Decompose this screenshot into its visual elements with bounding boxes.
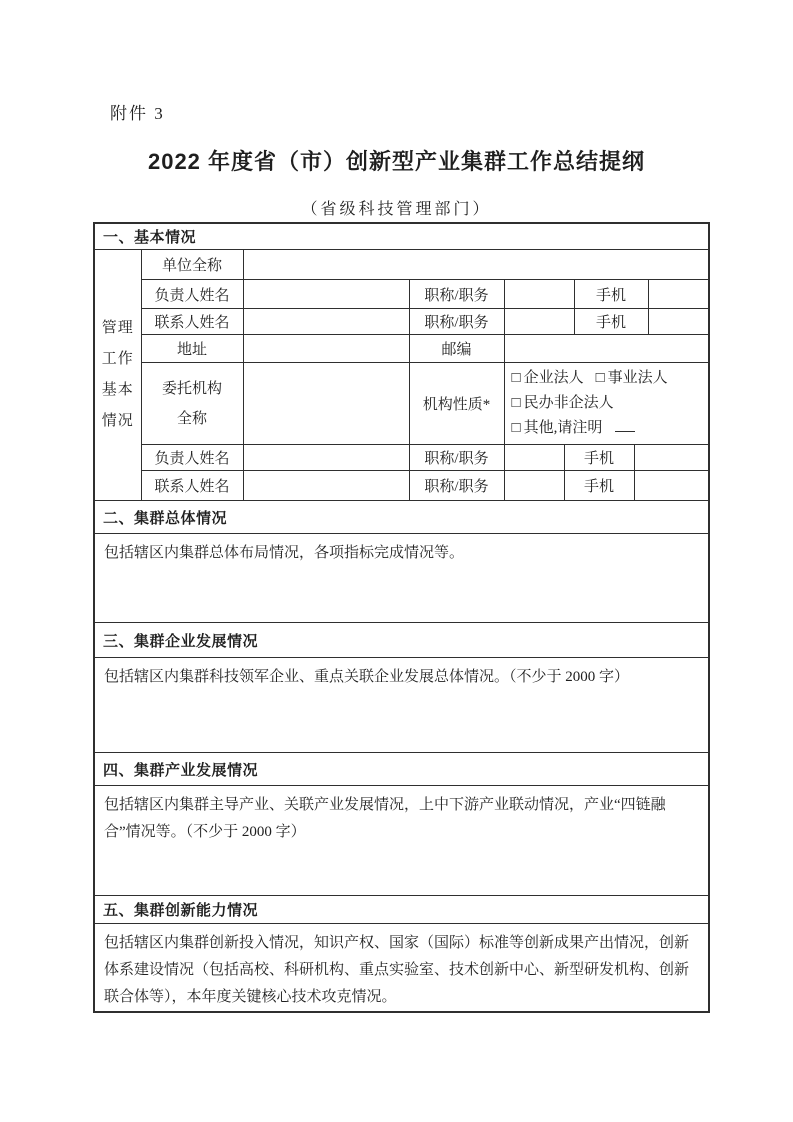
head-mobile-input[interactable] bbox=[648, 280, 709, 309]
entrusted-head-name-label: 负责人姓名 bbox=[141, 445, 243, 471]
postal-code-label: 邮编 bbox=[409, 335, 504, 363]
side-label-line: 基本 bbox=[101, 382, 134, 398]
entrusted-contact-name-label: 联系人姓名 bbox=[141, 471, 243, 501]
head-title-label: 职称/职务 bbox=[409, 280, 504, 309]
unit-name-input[interactable] bbox=[243, 250, 709, 280]
section-3-content[interactable]: 包括辖区内集群科技领军企业、重点关联企业发展总体情况。（不少于 2000 字） bbox=[94, 658, 709, 753]
head-mobile-label: 手机 bbox=[574, 280, 648, 309]
entrusted-contact-title-input[interactable] bbox=[504, 471, 564, 501]
entrusted-head-mobile-label: 手机 bbox=[564, 445, 634, 471]
org-nature-label: 机构性质* bbox=[409, 363, 504, 445]
doc-subtitle: （省级科技管理部门） bbox=[301, 201, 492, 218]
attachment-label: 附件 3 bbox=[110, 104, 165, 123]
entrusted-head-title-label: 职称/职务 bbox=[409, 445, 504, 471]
checkbox-option-label: 民办非企法人 bbox=[523, 395, 614, 411]
checkbox-option-other[interactable] bbox=[512, 420, 603, 436]
contact-name-label: 联系人姓名 bbox=[141, 309, 243, 335]
entrusted-head-title-input[interactable] bbox=[504, 445, 564, 471]
side-label-management-basic-info bbox=[94, 250, 141, 501]
section-4-title: 四、集群产业发展情况 bbox=[94, 753, 709, 786]
entrusted-org-label-line: 全称 bbox=[176, 410, 207, 427]
checkbox-option-label: 事业法人 bbox=[607, 370, 668, 386]
section-2-content[interactable]: 包括辖区内集群总体布局情况，各项指标完成情况等。 bbox=[94, 534, 709, 623]
entrusted-contact-mobile-input[interactable] bbox=[634, 471, 709, 501]
head-name-input[interactable] bbox=[243, 280, 409, 309]
section-3-title: 三、集群企业发展情况 bbox=[94, 623, 709, 658]
checkbox-option-label: 企业法人 bbox=[523, 370, 584, 386]
contact-title-input[interactable] bbox=[504, 309, 574, 335]
contact-mobile-label: 手机 bbox=[574, 309, 648, 335]
postal-code-input[interactable] bbox=[504, 335, 709, 363]
contact-mobile-input[interactable] bbox=[648, 309, 709, 335]
unit-name-label: 单位全称 bbox=[141, 250, 243, 280]
entrusted-contact-title-label: 职称/职务 bbox=[409, 471, 504, 501]
entrusted-head-name-input[interactable] bbox=[243, 445, 409, 471]
entrusted-contact-name-input[interactable] bbox=[243, 471, 409, 501]
section-5-content[interactable]: 包括辖区内集群创新投入情况，知识产权、国家（国际）标准等创新成果产出情况，创新体系建设情况（包括高校、科研机构、重点实验室、技术创新中心、新型研发机构、创新联合体等），本年度关键核心技术攻克情况。 bbox=[94, 924, 709, 1013]
address-input[interactable] bbox=[243, 335, 409, 363]
side-label-line: 工作 bbox=[101, 351, 134, 367]
section-5-title: 五、集群创新能力情况 bbox=[94, 896, 709, 924]
entrusted-contact-mobile-label: 手机 bbox=[564, 471, 634, 501]
head-title-input[interactable] bbox=[504, 280, 574, 309]
checkbox-option-private-non-enterprise[interactable] bbox=[512, 395, 614, 411]
head-name-label: 负责人姓名 bbox=[141, 280, 243, 309]
entrusted-org-label-line: 委托机构 bbox=[161, 380, 222, 397]
checkbox-icon: □ bbox=[511, 370, 521, 386]
side-label-line: 管理 bbox=[101, 320, 134, 336]
checkbox-option-enterprise-legal-person[interactable] bbox=[512, 370, 584, 386]
checkbox-icon: □ bbox=[511, 395, 521, 411]
checkbox-icon: □ bbox=[511, 420, 521, 436]
entrusted-head-mobile-input[interactable] bbox=[634, 445, 709, 471]
checkbox-option-label: 其他,请注明 bbox=[523, 420, 603, 436]
address-label: 地址 bbox=[141, 335, 243, 363]
contact-title-label: 职称/职务 bbox=[409, 309, 504, 335]
section-4-content[interactable]: 包括辖区内集群主导产业、关联产业发展情况，上中下游产业联动情况，产业“四链融合”情况等。（不少于 2000 字） bbox=[94, 786, 709, 896]
fill-in-blank-line[interactable] bbox=[615, 419, 635, 432]
section-2-title: 二、集群总体情况 bbox=[94, 501, 709, 534]
contact-name-input[interactable] bbox=[243, 309, 409, 335]
side-label-line: 情况 bbox=[101, 413, 134, 429]
section-1-title: 一、基本情况 bbox=[94, 223, 709, 250]
entrusted-org-label bbox=[141, 363, 243, 445]
checkbox-icon: □ bbox=[595, 370, 605, 386]
entrusted-org-input[interactable] bbox=[243, 363, 409, 445]
checkbox-option-public-institution-legal-person[interactable] bbox=[596, 370, 668, 386]
org-nature-options bbox=[504, 363, 709, 445]
summary-outline-form bbox=[93, 222, 710, 1013]
doc-title: 2022 年度省（市）创新型产业集群工作总结提纲 bbox=[147, 149, 646, 174]
